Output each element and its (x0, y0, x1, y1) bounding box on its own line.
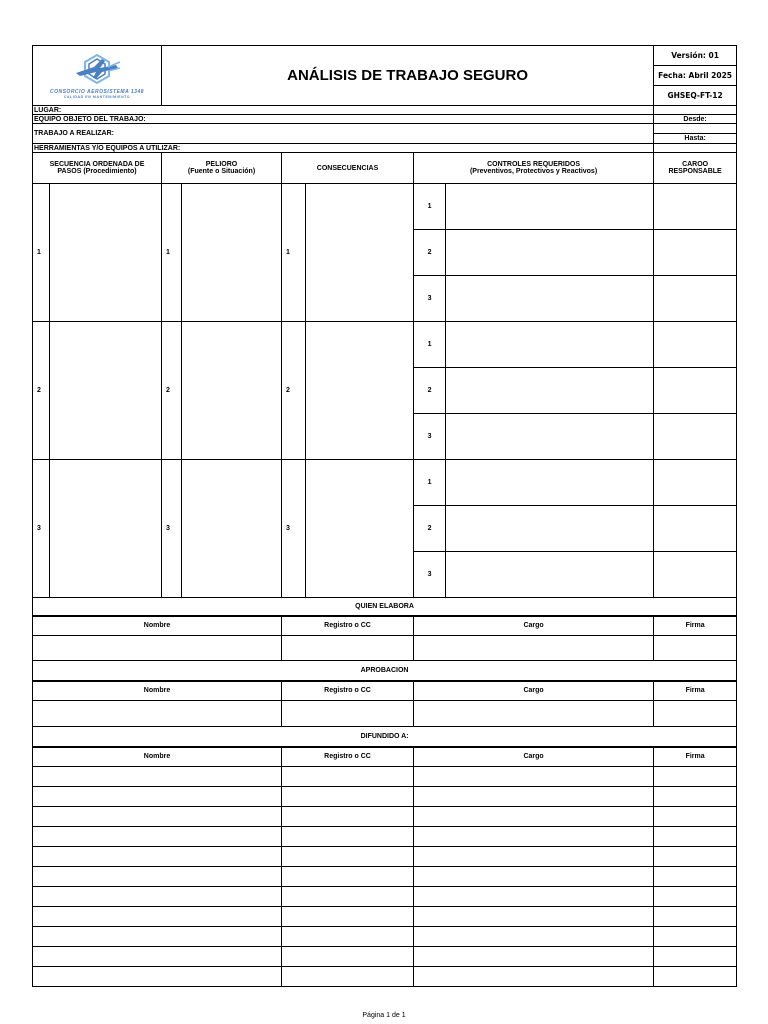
distributed-sign-cell[interactable] (654, 827, 737, 847)
distributed-name-cell[interactable] (33, 947, 282, 967)
distributed-role-cell[interactable] (414, 787, 654, 807)
distributed-id-cell[interactable] (282, 927, 414, 947)
consequence-cell[interactable] (306, 184, 414, 322)
distributed-sign-cell[interactable] (654, 807, 737, 827)
approval-section-header: APROBACION (33, 661, 737, 681)
from-value-cell[interactable] (654, 124, 737, 134)
control-cell[interactable] (446, 460, 654, 506)
responsible-cell[interactable] (654, 460, 737, 506)
distributed-id-cell[interactable] (282, 767, 414, 787)
table-row (33, 322, 737, 368)
control-number: 2 (414, 506, 446, 552)
page-footer: Página 1 de 1 (362, 1012, 406, 1019)
distributed-id-cell[interactable] (282, 887, 414, 907)
hazard-cell[interactable] (182, 322, 282, 460)
steps-header-line2: PASOS (Procedimiento) (57, 168, 137, 175)
prepared-sign-header: Firma (654, 616, 737, 636)
place-field[interactable]: LUGAR: (33, 106, 654, 115)
table-row (33, 947, 737, 967)
control-number: 3 (414, 276, 446, 322)
distributed-sign-header: Firma (654, 747, 737, 767)
table-row (33, 767, 737, 787)
equipment-field[interactable]: EQUIPO OBJETO DEL TRABAJO: (33, 115, 654, 124)
control-number: 1 (414, 322, 446, 368)
distributed-name-cell[interactable] (33, 807, 282, 827)
hazard-number: 3 (162, 460, 182, 598)
hazard-number: 1 (162, 184, 182, 322)
control-cell[interactable] (446, 368, 654, 414)
step-number: 3 (33, 460, 50, 598)
consequence-cell[interactable] (306, 460, 414, 598)
consequence-number: 1 (282, 184, 306, 322)
distributed-id-cell[interactable] (282, 967, 414, 987)
table-row (33, 460, 737, 506)
distributed-sign-cell[interactable] (654, 847, 737, 867)
approval-role-cell[interactable] (414, 701, 654, 727)
company-tagline: CALIDAD EN MANTENIMIENTO (63, 94, 131, 99)
distributed-role-cell[interactable] (414, 967, 654, 987)
distributed-role-cell[interactable] (414, 827, 654, 847)
distributed-sign-cell[interactable] (654, 787, 737, 807)
company-name: CONSORCIO AEROSISTEMA 1348 (49, 88, 145, 95)
document-title: ANÁLISIS DE TRABAJO SEGURO (162, 46, 654, 106)
distributed-sign-cell[interactable] (654, 927, 737, 947)
to-value-cell[interactable] (654, 144, 737, 153)
control-cell[interactable] (446, 230, 654, 276)
table-row (33, 184, 737, 230)
hazard-number: 2 (162, 322, 182, 460)
approval-sign-header: Firma (654, 681, 737, 701)
responsible-cell[interactable] (654, 552, 737, 598)
prepared-role-header: Cargo (414, 616, 654, 636)
approval-name-cell[interactable] (33, 701, 282, 727)
prepared-role-cell[interactable] (414, 636, 654, 661)
distributed-role-cell[interactable] (414, 767, 654, 787)
distributed-name-cell[interactable] (33, 887, 282, 907)
responsible-cell[interactable] (654, 368, 737, 414)
table-row (33, 967, 737, 987)
distributed-role-cell[interactable] (414, 927, 654, 947)
steps-column-header (33, 153, 162, 184)
distributed-sign-cell[interactable] (654, 967, 737, 987)
prepared-id-cell[interactable] (282, 636, 414, 661)
distributed-section-header: DIFUNDIDO A: (33, 727, 737, 747)
table-row (33, 907, 737, 927)
distributed-id-cell[interactable] (282, 947, 414, 967)
control-number: 3 (414, 414, 446, 460)
control-number: 2 (414, 368, 446, 414)
consequence-cell[interactable] (306, 322, 414, 460)
table-row (33, 887, 737, 907)
distributed-id-cell[interactable] (282, 867, 414, 887)
controls-column-header (414, 153, 654, 184)
distributed-sign-cell[interactable] (654, 767, 737, 787)
distributed-name-cell[interactable] (33, 927, 282, 947)
controls-header-line1: CONTROLES REQUERIDOS (487, 161, 581, 168)
version-label: Versión: 01 (654, 46, 737, 66)
tools-field[interactable]: HERRAMIENTAS Y/O EQUIPOS A UTILIZAR: (33, 144, 654, 153)
responsible-cell[interactable] (654, 276, 737, 322)
responsible-cell[interactable] (654, 322, 737, 368)
distributed-role-cell[interactable] (414, 807, 654, 827)
steps-header-line1: SECUENCIA ORDENADA DE (49, 161, 145, 168)
prepared-sign-cell[interactable] (654, 636, 737, 661)
distributed-sign-cell[interactable] (654, 907, 737, 927)
table-row (33, 867, 737, 887)
responsible-column-header (654, 153, 737, 184)
table-row (33, 807, 737, 827)
distributed-role-cell[interactable] (414, 847, 654, 867)
prepared-section-header: QUIEN ELABORA (33, 598, 737, 616)
control-number: 1 (414, 184, 446, 230)
distributed-sign-cell[interactable] (654, 947, 737, 967)
form-sheet (32, 45, 736, 987)
control-cell[interactable] (446, 552, 654, 598)
approval-role-header: Cargo (414, 681, 654, 701)
distributed-name-cell[interactable] (33, 847, 282, 867)
distributed-id-cell[interactable] (282, 807, 414, 827)
distributed-role-cell[interactable] (414, 947, 654, 967)
approval-name-header: Nombre (33, 681, 282, 701)
step-cell[interactable] (50, 184, 162, 322)
controls-header-line2: (Preventivos, Protectivos y Reactivos) (469, 168, 598, 175)
approval-id-cell[interactable] (282, 701, 414, 727)
hazard-cell[interactable] (182, 184, 282, 322)
hazard-column-header (162, 153, 282, 184)
distributed-name-cell[interactable] (33, 767, 282, 787)
from-field[interactable]: Desde: (654, 115, 737, 124)
distributed-name-cell[interactable] (33, 967, 282, 987)
prepared-id-header: Registro o CC (282, 616, 414, 636)
consequences-column-header: CONSECUENCIAS (282, 153, 414, 184)
distributed-name-cell[interactable] (33, 827, 282, 847)
hazard-header-line1: PELIORO (205, 161, 238, 168)
table-row (33, 701, 737, 727)
table-row (33, 636, 737, 661)
distributed-id-cell[interactable] (282, 847, 414, 867)
responsible-cell[interactable] (654, 414, 737, 460)
form-table (32, 45, 737, 987)
to-field[interactable]: Hasta: (654, 134, 737, 144)
distributed-id-cell[interactable] (282, 907, 414, 927)
step-cell[interactable] (50, 460, 162, 598)
company-logo-icon (72, 53, 122, 87)
step-number: 1 (33, 184, 50, 322)
control-cell[interactable] (446, 506, 654, 552)
control-cell[interactable] (446, 184, 654, 230)
consequence-number: 3 (282, 460, 306, 598)
logo-cell (33, 46, 162, 106)
distributed-role-cell[interactable] (414, 867, 654, 887)
table-row (33, 787, 737, 807)
place-side-cell (654, 106, 737, 115)
control-number: 1 (414, 460, 446, 506)
distributed-name-cell[interactable] (33, 867, 282, 887)
distributed-sign-cell[interactable] (654, 867, 737, 887)
distributed-name-cell[interactable] (33, 787, 282, 807)
distributed-id-header: Registro o CC (282, 747, 414, 767)
responsible-header-line2: RESPONSABLE (668, 168, 722, 175)
prepared-name-header: Nombre (33, 616, 282, 636)
distributed-name-header: Nombre (33, 747, 282, 767)
distributed-role-cell[interactable] (414, 887, 654, 907)
code-label: GHSEQ-FT-12 (654, 86, 737, 106)
work-field[interactable]: TRABAJO A REALIZAR: (33, 124, 654, 144)
approval-sign-cell[interactable] (654, 701, 737, 727)
table-row (33, 927, 737, 947)
table-row (33, 827, 737, 847)
distributed-role-header: Cargo (414, 747, 654, 767)
responsible-header-line1: CAROO (682, 161, 709, 168)
consequence-number: 2 (282, 322, 306, 460)
responsible-cell[interactable] (654, 506, 737, 552)
control-cell[interactable] (446, 276, 654, 322)
step-number: 2 (33, 322, 50, 460)
distributed-role-cell[interactable] (414, 907, 654, 927)
control-number: 3 (414, 552, 446, 598)
hazard-header-line2: (Fuente o Situación) (187, 168, 256, 175)
step-cell[interactable] (50, 322, 162, 460)
control-cell[interactable] (446, 414, 654, 460)
date-label: Fecha: Abril 2025 (654, 66, 737, 86)
distributed-id-cell[interactable] (282, 827, 414, 847)
prepared-name-cell[interactable] (33, 636, 282, 661)
hazard-cell[interactable] (182, 460, 282, 598)
approval-id-header: Registro o CC (282, 681, 414, 701)
responsible-cell[interactable] (654, 230, 737, 276)
responsible-cell[interactable] (654, 184, 737, 230)
distributed-id-cell[interactable] (282, 787, 414, 807)
control-number: 2 (414, 230, 446, 276)
control-cell[interactable] (446, 322, 654, 368)
table-row (33, 847, 737, 867)
distributed-sign-cell[interactable] (654, 887, 737, 907)
distributed-name-cell[interactable] (33, 907, 282, 927)
